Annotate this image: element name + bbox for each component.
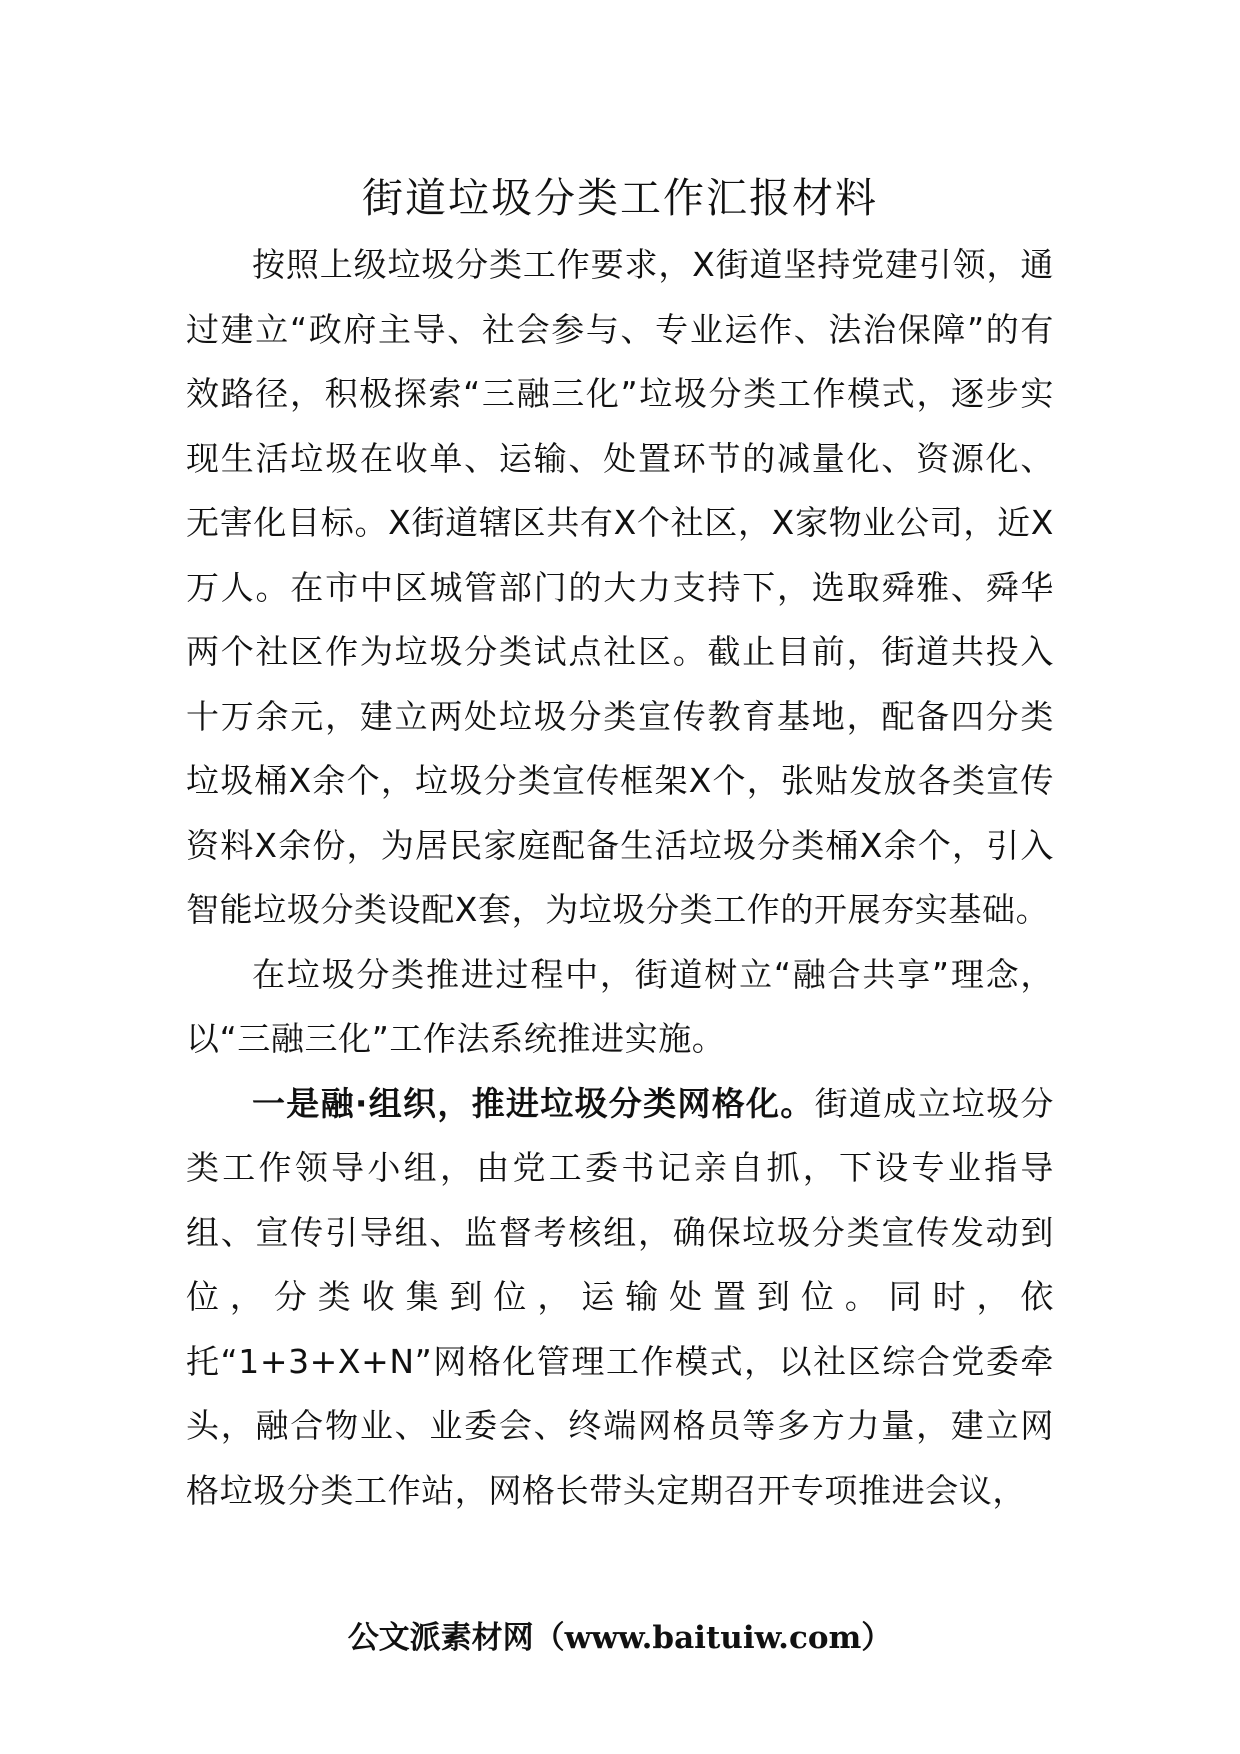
paragraph-intro [186,233,1054,943]
paragraph-organization-text: 街道成立垃圾分类工作领导小组，由党工委书记亲自抓，下设专业指导组、宣传引导组、监督考核组，确保垃圾分类宣传发动到位，分类收集到位，运输处置到位。同时，依托“1+3+X+N”网格化管理工作模式，以社区综合党委牵头，融合物业、业委会、终端网格员等多方力量，建立网格垃圾分类工作站，网格长带头定期召开专项推进会议， [186,1083,1054,1510]
footer-watermark: 公文派素材网（www.baituiw.com） [347,1620,893,1656]
document-title: 街道垃圾分类工作汇报材料 [362,174,878,222]
paragraph-organization-lead: 一是融·组织，推进垃圾分类网格化。 [252,1083,815,1123]
paragraph-concept-text: 在垃圾分类推进过程中，街道树立“融合共享”理念，以“三融三化”工作法系统推进实施。 [186,954,1054,1058]
paragraph-organization [186,1072,1054,1524]
document-body [186,233,1054,1523]
paragraph-intro-text: 按照上级垃圾分类工作要求，X街道坚持党建引领，通过建立“政府主导、社会参与、专业运作、法治保障”的有效路径，积极探索“三融三化”垃圾分类工作模式，逐步实现生活垃圾在收单、运输、处置环节的减量化、资源化、无害化目标。X街道辖区共有X个社区，X家物业公司，近X万人。在市中区城管部门的大力支持下，选取舜雅、舜华两个社区作为垃圾分类试点社区。截止目前，街道共投入十万余元，建立两处垃圾分类宣传教育基地，配备四分类垃圾桶X余个，垃圾分类宣传框架X个，张贴发放各类宣传资料X余份，为居民家庭配备生活垃圾分类桶X余个，引入智能垃圾分类设配X套，为垃圾分类工作的开展夯实基础。 [186,245,1054,929]
paragraph-concept [186,943,1054,1072]
